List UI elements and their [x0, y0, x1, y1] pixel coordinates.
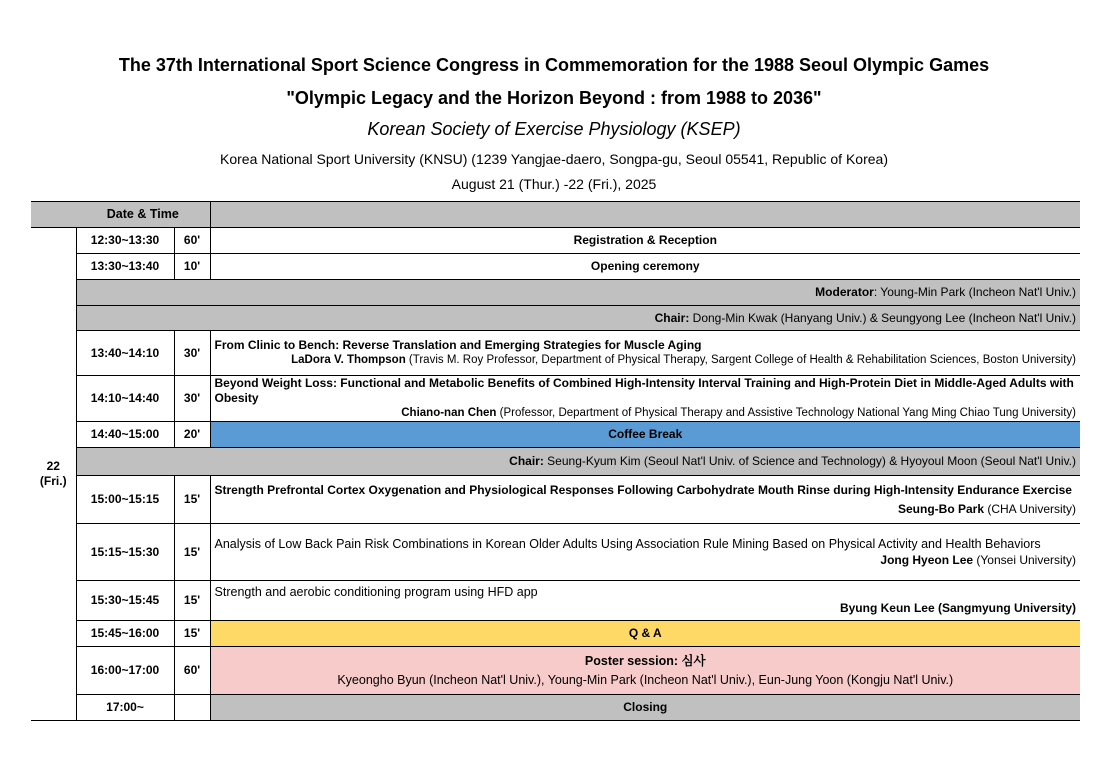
time-cell: 14:40~15:00 — [76, 422, 174, 448]
table-row — [31, 524, 1080, 581]
speaker-name: LaDora V. Thompson — [291, 354, 406, 366]
duration-cell: 10' — [174, 254, 210, 280]
chair-text: Seung-Kyum Kim (Seoul Nat'l Univ. of Science and Technology) & Hyoyoul Moon (Seoul Nat'l Univ.) — [543, 454, 1077, 468]
time-cell: 13:30~13:40 — [76, 254, 174, 280]
day-name: (Fri.) — [39, 474, 67, 488]
speaker-affiliation: (Yonsei University) — [973, 552, 1077, 567]
talk-cell — [210, 476, 1080, 524]
talk-speaker — [215, 353, 1077, 368]
table-row — [31, 695, 1080, 721]
duration-cell: 15' — [174, 621, 210, 647]
speaker-affiliation: (Professor, Department of Physical Therapy and Assistive Technology National Yang Ming Chiao Tung University) — [496, 407, 1077, 419]
venue-address: Korea National Sport University (KNSU) (1239 Yangjae-daero, Songpa-gu, Seoul 05541, Republic of Korea) — [220, 151, 888, 167]
moderator-label: Moderator — [815, 285, 874, 299]
moderator-text: : Young-Min Park (Incheon Nat'l Univ.) — [873, 285, 1077, 299]
moderator-row — [31, 280, 1080, 306]
table-row — [31, 476, 1080, 524]
congress-title: The 37th International Sport Science Congress in Commemoration for the 1988 Seoul Olympic Games — [118, 55, 990, 75]
chair-label: Chair: — [654, 310, 690, 325]
duration-cell: 15' — [174, 476, 210, 524]
table-row — [31, 581, 1080, 621]
duration-cell: 15' — [174, 524, 210, 581]
talk-title: From Clinic to Bench: Reverse Translation and Emerging Strategies for Muscle Aging — [214, 338, 702, 352]
speaker-affiliation: (CHA University) — [984, 501, 1077, 516]
speaker-name: Seung-Bo Park — [897, 501, 984, 516]
chair-text: Dong-Min Kwak (Hanyang Univ.) & Seungyong Lee (Incheon Nat'l Univ.) — [689, 310, 1077, 325]
chair-row — [31, 448, 1080, 476]
table-header-row — [31, 202, 1080, 228]
chair-cell — [76, 306, 1080, 331]
talk-title: Strength and aerobic conditioning program using HFD app — [214, 585, 538, 599]
talk-cell — [210, 376, 1080, 422]
duration-cell — [174, 695, 210, 721]
duration-cell: 20' — [174, 422, 210, 448]
event-dates: August 21 (Thur.) -22 (Fri.), 2025 — [451, 176, 657, 192]
table-row — [31, 621, 1080, 647]
talk-title: Beyond Weight Loss: Functional and Metabolic Benefits of Combined High-Intensity Interval Training and High-Protein Diet in Middle-Aged Adults with Obesity — [214, 376, 1074, 405]
session-title: Opening ceremony — [210, 254, 1080, 280]
organizer-name: Korean Society of Exercise Physiology (KSEP) — [367, 119, 741, 139]
moderator-cell — [76, 280, 1080, 306]
table-row — [31, 422, 1080, 448]
day-number: 22 — [46, 459, 60, 473]
time-cell: 15:00~15:15 — [76, 476, 174, 524]
day-cell — [31, 228, 76, 721]
poster-judges: Kyeongho Byun (Incheon Nat'l Univ.), Young-Min Park (Incheon Nat'l Univ.), Eun-Jung Yoon (Kongju Nat'l Univ.) — [337, 672, 954, 687]
table-row — [31, 254, 1080, 280]
talk-speaker — [215, 406, 1077, 421]
duration-cell: 60' — [174, 647, 210, 695]
time-cell: 17:00~ — [76, 695, 174, 721]
talk-cell — [210, 581, 1080, 621]
talk-cell — [210, 331, 1080, 376]
table-row — [31, 376, 1080, 422]
poster-title: Poster session: 심사 — [584, 653, 706, 668]
program-table — [31, 201, 1080, 721]
qa-cell: Q & A — [210, 621, 1080, 647]
duration-cell: 30' — [174, 331, 210, 376]
chair-label: Chair: — [509, 454, 544, 468]
duration-cell: 30' — [174, 376, 210, 422]
time-cell: 16:00~17:00 — [76, 647, 174, 695]
chair-row — [31, 306, 1080, 331]
talk-speaker: Byung Keun Lee (Sangmyung University) — [839, 601, 1077, 615]
talk-cell — [210, 524, 1080, 581]
time-cell: 15:30~15:45 — [76, 581, 174, 621]
talk-title: Strength Prefrontal Cortex Oxygenation and Physiological Responses Following Carbohydrate Mouth Rinse during High-Intensity Endurance Exercise — [214, 482, 1072, 497]
speaker-name: Jong Hyeon Lee — [880, 552, 974, 567]
header-date-time: Date & Time — [76, 202, 210, 228]
speaker-name: Chiano-nan Chen — [401, 407, 497, 419]
talk-title: Analysis of Low Back Pain Risk Combinations in Korean Older Adults Using Association Rule Mining Based on Physical Activity and Health Behaviors — [214, 536, 1041, 551]
time-cell: 15:45~16:00 — [76, 621, 174, 647]
time-cell: 12:30~13:30 — [76, 228, 174, 254]
time-cell: 15:15~15:30 — [76, 524, 174, 581]
talk-speaker — [215, 502, 1077, 517]
session-title: Registration & Reception — [210, 228, 1080, 254]
time-cell: 13:40~14:10 — [76, 331, 174, 376]
duration-cell: 15' — [174, 581, 210, 621]
header-program — [210, 202, 1080, 228]
duration-cell: 60' — [174, 228, 210, 254]
poster-session-cell — [210, 647, 1080, 695]
table-row — [31, 228, 1080, 254]
table-row — [31, 647, 1080, 695]
congress-theme: "Olympic Legacy and the Horizon Beyond : from 1988 to 2036" — [286, 88, 822, 108]
speaker-affiliation: (Travis M. Roy Professor, Department of Physical Therapy, Sargent College of Health & Rehabilitation Sciences, Boston University) — [405, 354, 1077, 366]
header-corner — [31, 202, 76, 228]
coffee-break-cell: Coffee Break — [210, 422, 1080, 448]
talk-speaker — [215, 553, 1077, 568]
time-cell: 14:10~14:40 — [76, 376, 174, 422]
closing-cell: Closing — [210, 695, 1080, 721]
table-row — [31, 331, 1080, 376]
chair-cell — [76, 448, 1080, 476]
